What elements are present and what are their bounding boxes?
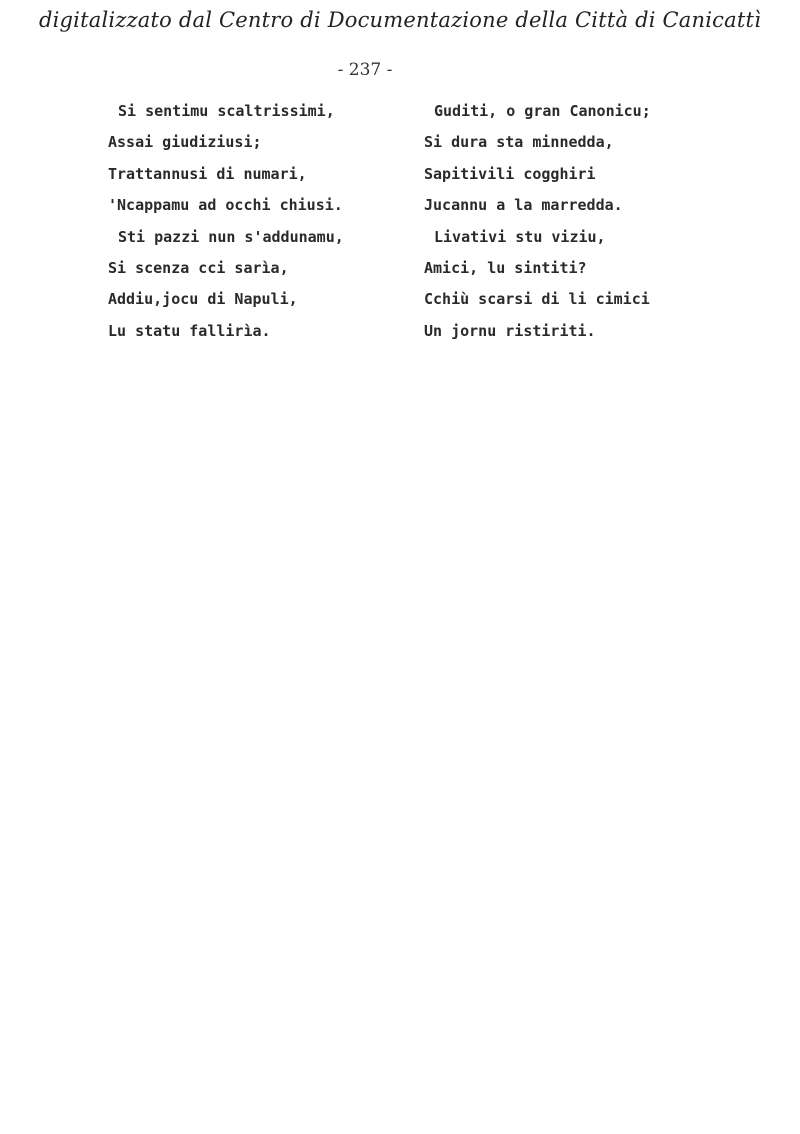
page-number: - 237 - [337, 60, 393, 80]
verse-line: Guditi, o gran Canonicu; [434, 102, 651, 120]
verse-line: Jucannu a la marredda. [424, 196, 623, 215]
verse-line: Si dura sta minnedda, [424, 133, 614, 152]
verse-line: Trattannusi di numari, [108, 164, 307, 183]
verse-line: Lu statu fallirìa. [108, 321, 271, 340]
verse-line: Si scenza cci sarìa, [108, 258, 289, 277]
poem-right-column [424, 96, 724, 347]
verse-line: 'Ncappamu ad occhi chiusi. [108, 196, 343, 215]
verse-line: Livativi stu viziu, [434, 227, 606, 246]
verse-line: Amici, lu sintiti? [424, 258, 587, 277]
verse-line: Si sentimu scaltrissimi, [118, 102, 335, 120]
verse-line: Cchiù scarsi di li cimici [424, 290, 650, 309]
verse-line: Sapitivili cogghiri [424, 164, 596, 183]
verse-line: Assai giudiziusi; [108, 133, 262, 152]
digitization-watermark: digitalizzato dal Centro di Documentazione della Città di Canicattì [38, 8, 762, 32]
verse-line: Un jornu ristiriti. [424, 321, 596, 340]
verse-line: Addiu,jocu di Napuli, [108, 290, 298, 309]
verse-line: Sti pazzi nun s'addunamu, [118, 227, 344, 246]
poem-left-column [108, 96, 408, 347]
